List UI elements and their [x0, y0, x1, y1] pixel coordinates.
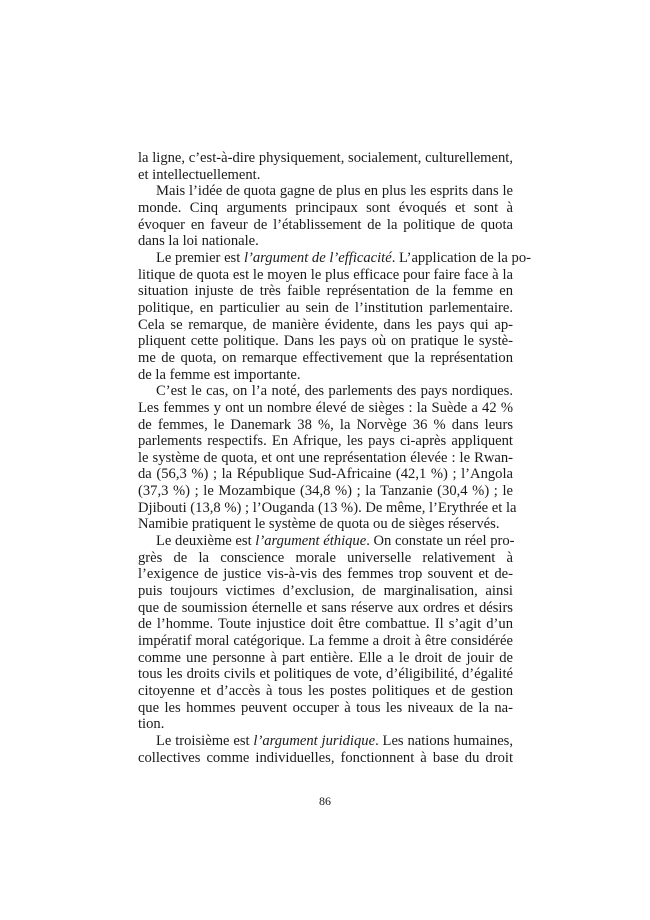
italic-term: l’argument juridique — [253, 732, 376, 749]
line-text: . L’application de la po- — [391, 249, 531, 266]
line-text: situation injuste de très faible représentation de la femme en — [138, 283, 513, 300]
text-line — [138, 550, 513, 567]
line-text: monde. Cinq arguments principaux sont évoqués et sont à — [138, 199, 513, 216]
line-text: que de soumission éternelle et sans réserve aux ordres et désirs — [138, 599, 513, 616]
text-line — [138, 700, 513, 717]
text-line — [138, 450, 513, 467]
line-text: impératif moral catégorique. La femme a droit à être considérée — [138, 633, 513, 650]
text-line — [138, 367, 513, 384]
text-line — [138, 716, 513, 733]
text-line — [138, 650, 513, 667]
italic-term: l’argument éthique — [255, 533, 367, 550]
line-text: grès de la conscience morale universelle relativement à — [138, 549, 513, 566]
line-text: Mais l’idée de quota gagne de plus en plus les esprits dans le — [156, 183, 513, 200]
line-text: de femmes, le Danemark 38 %, la Norvège 36 % dans leurs — [138, 416, 513, 433]
line-text: dans la loi nationale. — [138, 233, 259, 250]
italic-term: l’argument de l’efficacité — [243, 249, 392, 266]
line-text: de la femme est importante. — [138, 366, 301, 383]
line-text: tous les droits civils et politiques de vote, d’éligibilité, d’égalité — [138, 666, 513, 683]
line-text: l’exigence de justice vis-à-vis des femmes trop souvent et de- — [138, 566, 513, 583]
text-line — [138, 583, 513, 600]
text-line — [138, 383, 513, 400]
line-text: (37,3 %) ; le Mozambique (34,8 %) ; la Tanzanie (30,4 %) ; le — [138, 483, 513, 500]
text-line — [138, 167, 513, 184]
text-line — [138, 267, 513, 284]
line-text: me de quota, on remarque effectivement que la représentation — [138, 349, 513, 366]
line-text: C’est le cas, on l’a noté, des parlements des pays nordiques. — [156, 383, 513, 400]
line-text: parlements respectifs. En Afrique, les pays ci-après appliquent — [138, 433, 513, 450]
text-line — [138, 317, 513, 334]
text-line — [138, 283, 513, 300]
line-text: pliquent cette politique. Dans les pays où on pratique le systè- — [138, 333, 513, 350]
text-line — [138, 350, 513, 367]
text-line — [138, 616, 513, 633]
text-line — [138, 533, 513, 550]
line-text: collectives comme individuelles, fonctionnent à base du droit — [138, 749, 513, 766]
text-line — [138, 566, 513, 583]
text-line — [138, 200, 513, 217]
text-line — [138, 633, 513, 650]
line-text: politique, en particulier au sein de l’institution parlementaire. — [138, 299, 513, 316]
text-line — [138, 217, 513, 234]
text-line — [138, 249, 531, 267]
text-line — [138, 417, 513, 434]
text-line — [138, 483, 513, 500]
line-text: Les femmes y ont un nombre élevé de sièges : la Suède a 42 % — [138, 399, 513, 416]
line-text: comme une personne à part entière. Elle a le droit de jouir de — [138, 649, 513, 666]
line-text: Cela se remarque, de manière évidente, dans les pays qui ap- — [138, 316, 513, 333]
text-line — [138, 233, 513, 250]
line-text: évoquer en faveur de l’établissement de la politique de quota — [138, 216, 513, 233]
line-text: litique de quota est le moyen le plus efficace pour faire face à la — [138, 266, 513, 283]
line-text: Djibouti (13,8 %) ; l’Ouganda (13 %). De même, l’Erythrée et la — [138, 499, 517, 516]
text-line — [138, 150, 513, 167]
line-text: citoyenne et d’accès à tous les postes politiques et de gestion — [138, 683, 513, 699]
text-line — [138, 183, 513, 200]
text-line — [138, 750, 513, 767]
page-body-text — [138, 150, 531, 766]
text-line — [138, 300, 513, 317]
text-line — [138, 666, 513, 683]
line-text: . On constate un réel pro- — [366, 533, 515, 550]
text-line — [138, 733, 513, 750]
page-number: 86 — [319, 794, 331, 808]
line-text: de l’homme. Toute injustice doit être combattue. Il s’agit d’un — [138, 616, 513, 633]
line-text: Le deuxième est — [156, 533, 256, 550]
text-line — [138, 683, 513, 700]
text-line — [138, 499, 517, 517]
line-text: . Les nations humaines, — [375, 732, 514, 749]
line-text: Namibie pratiquent le système de quota ou de sièges réservés. — [138, 516, 500, 533]
text-line — [138, 466, 513, 483]
text-line — [138, 516, 513, 533]
line-text: et intellectuellement. — [138, 166, 261, 183]
line-text: Le premier est — [156, 249, 244, 266]
line-text: da (56,3 %) ; la République Sud-Africaine (42,1 %) ; l’Angola — [138, 466, 513, 483]
line-text: que les hommes peuvent occuper à tous les niveaux de la na- — [138, 699, 513, 716]
text-line — [138, 333, 513, 350]
line-text: la ligne, c’est-à-dire physiquement, socialement, culturellement, — [138, 150, 513, 166]
text-line — [138, 600, 513, 617]
line-text: tion. — [138, 716, 165, 733]
line-text: puis toujours victimes d’exclusion, de marginalisation, ainsi — [138, 583, 513, 600]
text-line — [138, 400, 513, 417]
line-text: le système de quota, et ont une représentation élevée : le Rwan- — [138, 449, 513, 466]
text-line — [138, 433, 513, 450]
line-text: Le troisième est — [156, 732, 254, 749]
